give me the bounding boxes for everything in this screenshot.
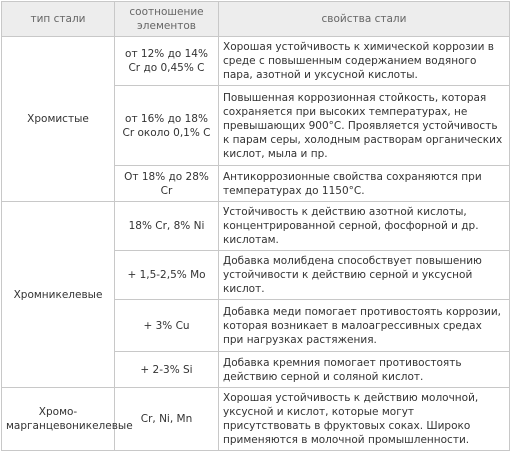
table-row (2, 202, 510, 251)
header-steel-properties: свойства стали (219, 2, 510, 37)
element-ratio: + 1,5-2,5% Mo (115, 251, 219, 300)
steel-type-chromium-nickel: Хромникелевые (2, 202, 115, 388)
steel-properties: Хорошая устойчивость к химической коррозии в среде с повышенным содержанием водяного пара, азотной и уксусной кислоты. (219, 37, 510, 86)
element-ratio: от 16% до 18% Cr около 0,1% С (115, 86, 219, 166)
element-ratio: + 2-3% Si (115, 352, 219, 388)
header-element-ratio: соотношение элементов (115, 2, 219, 37)
steel-properties: Антикоррозионные свойства сохраняются при температурах до 1150°С. (219, 166, 510, 202)
steel-properties: Хорошая устойчивость к действию молочной, уксусной и кислот, которые могут присутствовать в фруктовых соках. Широко применяются в молочной промышленности. (219, 388, 510, 451)
steel-properties: Устойчивость к действию азотной кислоты, концентрированной серной, фосфорной и др. кислотам. (219, 202, 510, 251)
steel-types-table (1, 1, 510, 451)
steel-type-chromium: Хромистые (2, 37, 115, 202)
steel-properties: Добавка кремния помогает противостоять действию серной и соляной кислот. (219, 352, 510, 388)
steel-properties: Добавка меди помогает противостоять коррозии, которая возникает в малоагрессивных средах при нагрузках растяжения. (219, 300, 510, 352)
element-ratio: от 12% до 14% Cr до 0,45% С (115, 37, 219, 86)
header-steel-type: тип стали (2, 2, 115, 37)
element-ratio: Cr, Ni, Mn (115, 388, 219, 451)
table-row (2, 388, 510, 451)
table-header-row (2, 2, 510, 37)
steel-properties: Повышенная коррозионная стойкость, которая сохраняется при высоких температурах, не превышающих 900°С. Проявляется устойчивость к парам серы, холодным растворам органических кислот, мыла и пр. (219, 86, 510, 166)
element-ratio: + 3% Cu (115, 300, 219, 352)
steel-properties: Добавка молибдена способствует повышению устойчивости к действию серной и уксусной кислот. (219, 251, 510, 300)
table-row (2, 37, 510, 86)
steel-type-chromium-manganese-nickel: Хромо-марганцевоникелевые (2, 388, 115, 451)
element-ratio: 18% Cr, 8% Ni (115, 202, 219, 251)
element-ratio: От 18% до 28% Cr (115, 166, 219, 202)
